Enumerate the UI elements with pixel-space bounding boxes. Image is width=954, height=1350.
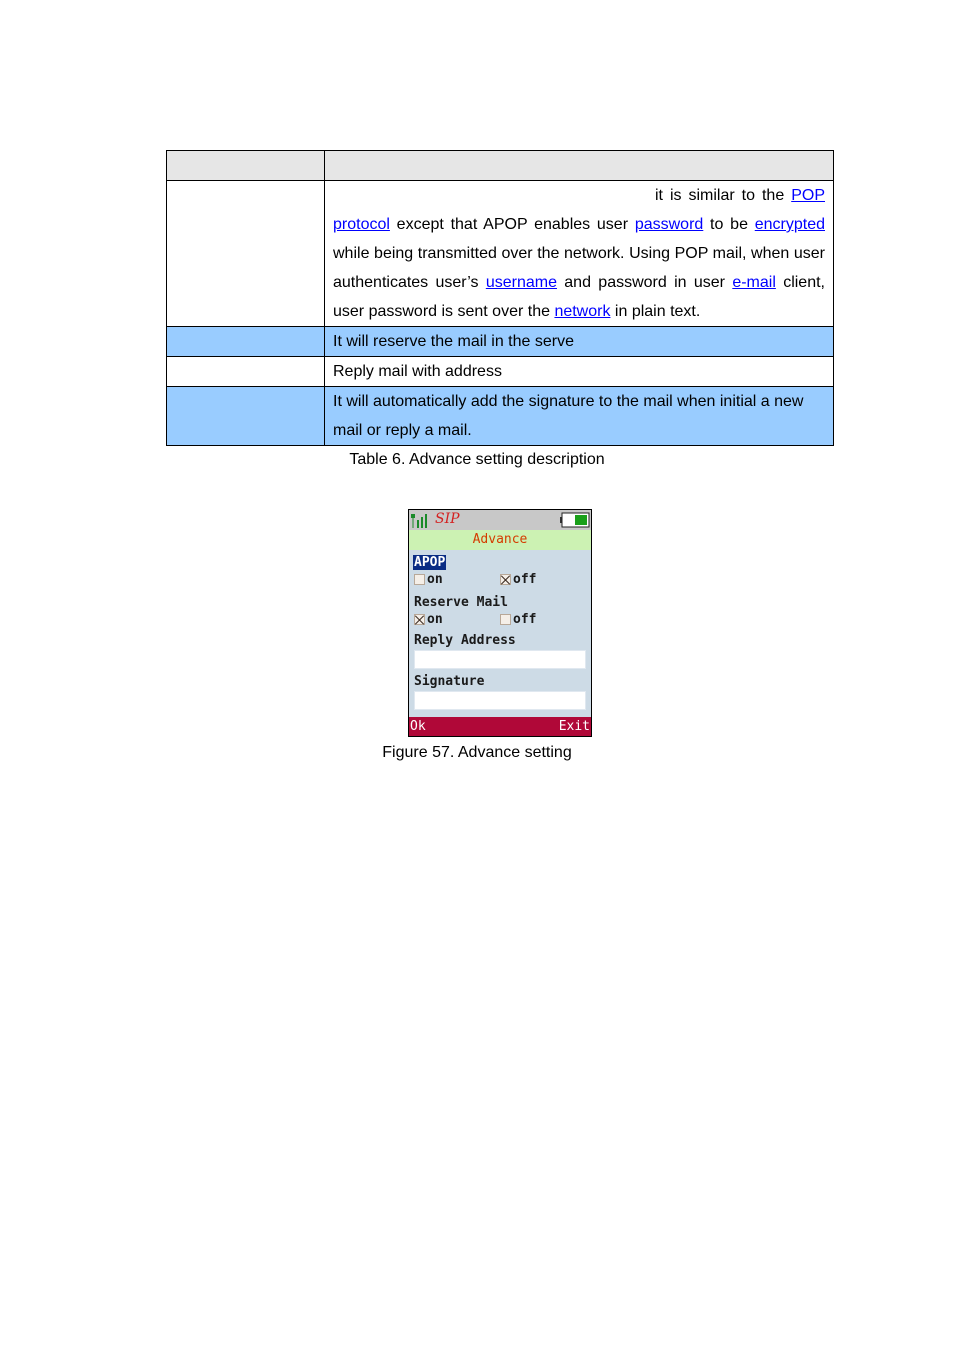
reserve-mail-off-checkbox[interactable] <box>500 614 511 625</box>
apop-off-label: off <box>513 572 537 587</box>
row-label <box>167 181 325 327</box>
desc-text: except that APOP enables user <box>389 216 635 233</box>
apop-on-checkbox[interactable] <box>414 574 425 585</box>
reply-address-field[interactable] <box>414 650 586 669</box>
apop-off-checkbox[interactable] <box>500 574 511 585</box>
row-description: Reply mail with address <box>325 357 834 387</box>
row-label <box>167 387 325 446</box>
sip-logo: SIP <box>435 511 460 527</box>
desc-link-network[interactable]: network <box>554 303 611 320</box>
table-header-row <box>167 151 834 181</box>
apop-off-option[interactable] <box>500 572 536 587</box>
desc-link-username[interactable]: username <box>485 274 557 291</box>
softkey-bar <box>409 717 591 736</box>
desc-text: while being transmitted over the network. Using POP mail, when user authenticates user’s <box>333 245 825 291</box>
advance-setting-table <box>166 150 834 446</box>
signature-field[interactable] <box>414 691 586 710</box>
desc-link-e-mail[interactable]: e-mail <box>732 274 776 291</box>
desc-link-pop-protocol[interactable]: POP protocol <box>333 187 825 233</box>
battery-icon <box>560 512 590 528</box>
row-label <box>167 327 325 357</box>
row-label <box>167 357 325 387</box>
row-description: It will automatically add the signature to the mail when initial a new mail or reply a mail. <box>325 387 834 446</box>
figure-caption: Figure 57. Advance setting <box>382 744 572 761</box>
reserve-mail-on-option[interactable] <box>414 612 443 627</box>
table-row-reserve-mail <box>167 327 834 357</box>
reserve-mail-label: Reserve Mail <box>414 595 508 610</box>
phone-screen <box>408 509 592 737</box>
header-cell-description <box>325 151 834 181</box>
signal-bars-icon <box>411 512 433 528</box>
desc-text: it is similar to the <box>655 187 792 204</box>
reserve-mail-off-option[interactable] <box>500 612 536 627</box>
apop-on-option[interactable] <box>414 572 443 587</box>
reserve-mail-on-label: on <box>427 612 443 627</box>
desc-text: client, user password is sent over the <box>333 274 825 320</box>
apop-on-label: on <box>427 572 443 587</box>
table-caption: Table 6. Advance setting description <box>349 451 605 468</box>
desc-text: in plain text. <box>610 303 701 320</box>
desc-link-password[interactable]: password <box>634 216 704 233</box>
header-cell-name <box>167 151 325 181</box>
screen-title: Advance <box>409 530 591 550</box>
table-row-apop <box>167 181 834 327</box>
row-description: It will reserve the mail in the serve <box>325 327 834 357</box>
reserve-mail-on-checkbox[interactable] <box>414 614 425 625</box>
exit-softkey[interactable]: Exit <box>558 719 590 734</box>
desc-text: and password in user <box>556 274 733 291</box>
table-row-reply-address <box>167 357 834 387</box>
table-row-signature <box>167 387 834 446</box>
status-bar <box>409 510 591 530</box>
desc-text: to be <box>703 216 755 233</box>
reply-address-label: Reply Address <box>414 633 516 648</box>
ok-softkey[interactable]: Ok <box>410 719 426 734</box>
signature-label: Signature <box>414 674 485 689</box>
reserve-mail-off-label: off <box>513 612 537 627</box>
apop-label: APOP <box>414 555 446 570</box>
row-description-apop <box>325 181 834 327</box>
desc-link-encrypted[interactable]: encrypted <box>754 216 825 233</box>
